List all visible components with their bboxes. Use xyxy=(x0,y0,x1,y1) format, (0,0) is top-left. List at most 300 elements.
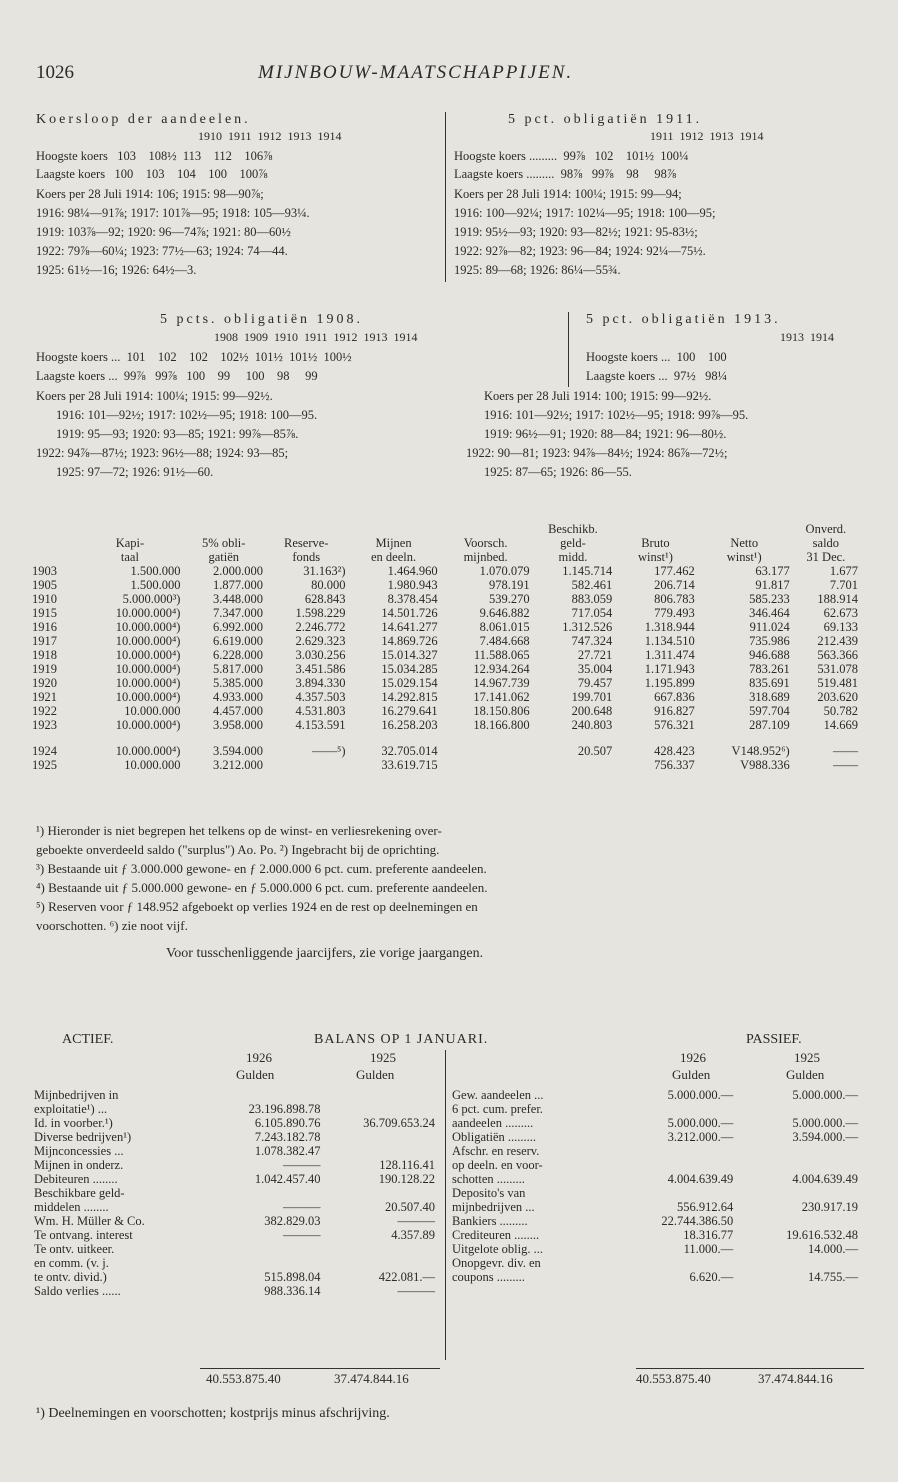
fin-cell: 8.061.015 xyxy=(479,620,530,634)
fin-year: 1925 xyxy=(32,758,57,772)
fin-cell: 14.669 xyxy=(823,718,858,732)
koersloop-hoog: Hoogste koers 103 108½ 113 112 106⅞ xyxy=(36,149,273,163)
fin-cell: 1.312.526 xyxy=(562,620,613,634)
actief-row xyxy=(34,1102,439,1116)
passief-table xyxy=(452,1088,862,1284)
fin-cell: 756.337 xyxy=(654,758,695,772)
fin-row xyxy=(32,634,862,648)
obl1911-title: 5 pct. obligatiën 1911. xyxy=(508,112,703,127)
fin-cell: 5.817.000 xyxy=(213,662,263,676)
fin-cell: 203.620 xyxy=(817,690,858,704)
fin-cell: 287.109 xyxy=(749,718,790,732)
fin-row xyxy=(32,690,862,704)
obl1911-line-2: 1916: 100—92¼; 1917: 102¼—95; 1918: 100—95; xyxy=(454,206,716,220)
fin-header: Beschikb. xyxy=(548,522,598,536)
passief-row xyxy=(452,1172,862,1186)
fin-cell: 80.000 xyxy=(311,578,346,592)
balans-title: BALANS OP 1 JANUARI. xyxy=(314,1032,489,1047)
actief-total-1926: 40.553.875.40 xyxy=(206,1371,281,1386)
fin-cell: 11.588.065 xyxy=(473,648,530,662)
fin-cell: 585.233 xyxy=(749,592,790,606)
fin-cell: 9.646.882 xyxy=(479,606,530,620)
fin-header: fonds xyxy=(292,550,321,564)
fin-cell: 1.134.510 xyxy=(644,634,695,648)
actief-amount: 1.078.382.47 xyxy=(254,1144,321,1158)
fin-cell: 17.141.062 xyxy=(473,690,530,704)
fin-cell: 206.714 xyxy=(654,578,695,592)
divider xyxy=(445,1050,446,1360)
obl1911-line-3: 1919: 95½—93; 1920: 93—82½; 1921: 95-83½; xyxy=(454,225,698,239)
fin-cell: 531.078 xyxy=(817,662,858,676)
fin-header: 31 Dec. xyxy=(806,550,846,564)
fin-header: en deeln. xyxy=(370,550,417,564)
fin-header-row xyxy=(32,536,862,550)
obl1908-line-3: 1919: 95—93; 1920: 93—85; 1921: 99⅞—85⅞. xyxy=(56,427,299,441)
passief-amount: 230.917.19 xyxy=(801,1200,858,1214)
fin-cell: 1.464.960 xyxy=(387,564,438,578)
koersloop-line-2: 1916: 98¼—91⅞; 1917: 101⅞—95; 1918: 105—93¼. xyxy=(36,206,310,220)
divider xyxy=(445,112,446,282)
financial-table xyxy=(32,522,862,772)
fin-cell: 1.500.000 xyxy=(130,578,181,592)
actief-amount: ——— xyxy=(397,1284,435,1298)
fin-header: Netto xyxy=(730,536,759,550)
passief-label: 6 pct. cum. prefer. xyxy=(452,1102,543,1116)
actief-amount xyxy=(210,1088,324,1102)
fin-cell: 1.598.229 xyxy=(295,606,346,620)
fin-cell: 916.827 xyxy=(654,704,695,718)
passief-amount: 4.004.639.49 xyxy=(667,1172,734,1186)
actief-label: middelen ........ xyxy=(34,1200,109,1214)
fin-header: Mijnen xyxy=(375,536,412,550)
fin-cell: 735.986 xyxy=(749,634,790,648)
fin-cell: 1.145.714 xyxy=(562,564,613,578)
actief-row xyxy=(34,1270,439,1284)
fin-cell: 31.163²) xyxy=(303,564,346,578)
fin-cell: 32.705.014 xyxy=(381,744,438,758)
actief-amount xyxy=(325,1186,439,1200)
actief-amount xyxy=(325,1088,439,1102)
passief-amount xyxy=(737,1186,862,1200)
fin-cell: 4.357.503 xyxy=(295,690,346,704)
fin-cell: 1.677 xyxy=(829,564,858,578)
fin-cell: 1.500.000 xyxy=(130,564,181,578)
fin-cell: 212.439 xyxy=(817,634,858,648)
actief-amount: 1.042.457.40 xyxy=(254,1172,321,1186)
fin-cell: 20.507 xyxy=(577,744,613,758)
fin-header: midd. xyxy=(558,550,588,564)
fin-header xyxy=(442,522,534,536)
fin-cell: 835.691 xyxy=(749,676,790,690)
actief-row xyxy=(34,1256,439,1270)
fin-row xyxy=(32,606,862,620)
fin-cell: 16.258.203 xyxy=(381,718,438,732)
fin-cell xyxy=(442,758,534,772)
divider xyxy=(568,312,569,387)
fin-year: 1922 xyxy=(32,704,57,718)
fin-cell: 346.464 xyxy=(749,606,790,620)
fin-cell: 35.004 xyxy=(577,662,613,676)
fin-cell: 18.150.806 xyxy=(473,704,530,718)
fin-cell: 1.318.944 xyxy=(644,620,695,634)
actief-gulden-1926: Gulden xyxy=(236,1067,275,1082)
actief-label: Te ontvang. interest xyxy=(34,1228,133,1242)
actief-row xyxy=(34,1158,439,1172)
fin-header xyxy=(32,536,79,550)
obl1908-hoog: Hoogste koers ... 101 102 102 102½ 101½ 101½ 100½ xyxy=(36,350,352,364)
passief-amount: 5.000.000.— xyxy=(792,1116,858,1130)
fin-cell: 1.980.943 xyxy=(387,578,438,592)
note-1b: geboekte onverdeeld saldo ("surplus") Ao. Po. ²) Ingebracht bij de oprichting. xyxy=(36,842,440,857)
actief-gulden-1925: Gulden xyxy=(356,1067,395,1082)
fin-cell: 7.701 xyxy=(829,578,858,592)
obl1911-laag: Laagste koers ......... 98⅞ 99⅞ 98 98⅞ xyxy=(454,167,677,181)
fin-header xyxy=(79,522,184,536)
passief-amount: 14.000.— xyxy=(808,1242,858,1256)
fin-cell: 7.347.000 xyxy=(213,606,263,620)
passief-amount xyxy=(737,1214,862,1228)
obl1911-line-4: 1922: 92⅞—82; 1923: 96—84; 1924: 92¼—75½. xyxy=(454,244,706,258)
fin-cell: 10.000.000 xyxy=(124,758,181,772)
passief-label: coupons ......... xyxy=(452,1270,525,1284)
passief-label: aandeelen ......... xyxy=(452,1116,534,1130)
fin-cell: 14.292.815 xyxy=(381,690,438,704)
actief-amount: 515.898.04 xyxy=(264,1270,321,1284)
actief-amount xyxy=(210,1242,324,1256)
actief-table xyxy=(34,1088,439,1298)
koersloop-line-1: Koers per 28 Juli 1914: 106; 1915: 98—90⅞; xyxy=(36,187,264,201)
passief-label: Crediteuren ........ xyxy=(452,1228,540,1242)
actief-label: Mijnbedrijven in xyxy=(34,1088,119,1102)
fin-cell: 7.484.668 xyxy=(479,634,530,648)
fin-cell: 1.877.000 xyxy=(213,578,263,592)
obl1911-years: 1911 1912 1913 1914 xyxy=(650,129,764,143)
obl1913-hoog: Hoogste koers ... 100 100 xyxy=(586,350,727,364)
actief-label: Mijnen in onderz. xyxy=(34,1158,124,1172)
actief-amount xyxy=(325,1102,439,1116)
fin-header: 5% obli- xyxy=(202,536,246,550)
actief-amount: 23.196.898.78 xyxy=(248,1102,321,1116)
fin-cell: 6.228.000 xyxy=(213,648,263,662)
fin-cell: 1.195.899 xyxy=(644,676,695,690)
fin-cell: 4.531.803 xyxy=(295,704,346,718)
koersloop-line-4: 1922: 79⅞—60¼; 1923: 77½—63; 1924: 74—44. xyxy=(36,244,288,258)
fin-cell: 6.619.000 xyxy=(213,634,263,648)
fin-year: 1921 xyxy=(32,690,57,704)
fin-cell: 3.212.000 xyxy=(213,758,263,772)
actief-label: Beschikbare geld- xyxy=(34,1186,125,1200)
passief-label: op deeln. en voor- xyxy=(452,1158,543,1172)
actief-label: Diverse bedrijven¹) xyxy=(34,1130,132,1144)
fin-year: 1920 xyxy=(32,676,57,690)
obl1911-line-1: Koers per 28 Juli 1914: 100¼; 1915: 99—94; xyxy=(454,187,682,201)
passief-label: Deposito's van xyxy=(452,1186,526,1200)
passief-row xyxy=(452,1256,862,1270)
fin-cell: 563.366 xyxy=(817,648,858,662)
passief-amount xyxy=(612,1256,737,1270)
page-number: 1026 xyxy=(36,62,74,83)
actief-total-1925: 37.474.844.16 xyxy=(334,1371,409,1386)
fin-cell: 10.000.000⁴) xyxy=(115,662,181,676)
actief-amount: ——— xyxy=(397,1214,435,1228)
totals-rule xyxy=(200,1368,440,1369)
fin-cell: 14.641.277 xyxy=(381,620,438,634)
fin-row xyxy=(32,648,862,662)
actief-row xyxy=(34,1088,439,1102)
passief-heading: PASSIEF. xyxy=(746,1032,802,1047)
koersloop-laag: Laagste koers 100 103 104 100 100⅞ xyxy=(36,167,268,181)
fin-cell: 12.934.264 xyxy=(473,662,530,676)
actief-row xyxy=(34,1242,439,1256)
passief-row xyxy=(452,1130,862,1144)
fin-cell: 806.783 xyxy=(654,592,695,606)
fin-cell: 14.869.726 xyxy=(381,634,438,648)
actief-row xyxy=(34,1228,439,1242)
fin-cell: 33.619.715 xyxy=(381,758,438,772)
fin-year: 1910 xyxy=(32,592,57,606)
fin-cell: 4.153.591 xyxy=(295,718,346,732)
fin-cell: 3.451.586 xyxy=(295,662,346,676)
obl1913-title: 5 pct. obligatiën 1913. xyxy=(586,312,781,327)
fin-header: Onverd. xyxy=(805,522,847,536)
passief-amount xyxy=(612,1186,737,1200)
actief-label: Debiteuren ........ xyxy=(34,1172,118,1186)
fin-header: Voorsch. xyxy=(463,536,508,550)
fin-cell: 50.782 xyxy=(823,704,858,718)
running-title: MIJNBOUW-MAATSCHAPPIJEN. xyxy=(258,62,574,83)
fin-row xyxy=(32,592,862,606)
actief-row xyxy=(34,1186,439,1200)
fin-header xyxy=(350,522,442,536)
fin-cell: 27.721 xyxy=(577,648,613,662)
fin-cell: 2.246.772 xyxy=(295,620,346,634)
fin-cell: 747.324 xyxy=(571,634,613,648)
fin-cell: 10.000.000⁴) xyxy=(115,690,181,704)
passief-year-1925: 1925 xyxy=(794,1050,820,1065)
passief-gulden-1926: Gulden xyxy=(672,1067,711,1082)
fin-header: Bruto xyxy=(641,536,670,550)
fin-cell: 5.000.000³) xyxy=(122,592,181,606)
fin-cell: 188.914 xyxy=(817,592,858,606)
fin-year: 1903 xyxy=(32,564,57,578)
passief-row xyxy=(452,1158,862,1172)
actief-label: en comm. (v. j. xyxy=(34,1256,109,1270)
passief-row xyxy=(452,1116,862,1130)
fin-cell: 597.704 xyxy=(749,704,790,718)
fin-cell: 199.701 xyxy=(571,690,613,704)
fin-year: 1918 xyxy=(32,648,57,662)
passief-amount: 6.620.— xyxy=(689,1270,734,1284)
obl1908-line-1: Koers per 28 Juli 1914: 100¼; 1915: 99—92½. xyxy=(36,389,273,403)
actief-amount xyxy=(325,1144,439,1158)
actief-heading: ACTIEF. xyxy=(62,1032,114,1047)
passief-label: Obligatiën ......... xyxy=(452,1130,537,1144)
fin-cell: 4.457.000 xyxy=(213,704,263,718)
passief-amount: 18.316.77 xyxy=(683,1228,734,1242)
fin-cell: 779.493 xyxy=(654,606,695,620)
fin-cell: 318.689 xyxy=(749,690,790,704)
fin-cell: 79.457 xyxy=(577,676,613,690)
fin-cell: 3.894.330 xyxy=(295,676,346,690)
passief-row xyxy=(452,1186,862,1200)
passief-row xyxy=(452,1144,862,1158)
fin-header xyxy=(267,522,350,536)
fin-row xyxy=(32,578,862,592)
fin-cell: 428.423 xyxy=(654,744,695,758)
actief-amount: 36.709.653.24 xyxy=(363,1116,435,1130)
passief-row xyxy=(452,1102,862,1116)
actief-amount: 382.829.03 xyxy=(264,1214,321,1228)
koersloop-years: 1910 1911 1912 1913 1914 xyxy=(198,129,342,143)
fin-cell: 10.000.000⁴) xyxy=(115,620,181,634)
fin-cell: 582.461 xyxy=(571,578,613,592)
actief-amount: 988.336.14 xyxy=(264,1284,321,1298)
passief-row xyxy=(452,1214,862,1228)
fin-row xyxy=(32,662,862,676)
passief-amount xyxy=(737,1158,862,1172)
fin-cell: 63.177 xyxy=(755,564,790,578)
fin-cell: 539.270 xyxy=(489,592,530,606)
obl1913-line-3: 1919: 96½—91; 1920: 88—84; 1921: 96—80½. xyxy=(484,427,727,441)
obl1913-line-2: 1916: 101—92½; 1917: 102½—95; 1918: 99⅞—95. xyxy=(484,408,749,422)
fin-cell: 10.000.000⁴) xyxy=(115,648,181,662)
fin-header xyxy=(184,522,267,536)
obl1913-laag: Laagste koers ... 97½ 98¼ xyxy=(586,369,727,383)
actief-label: Id. in voorber.¹) xyxy=(34,1116,113,1130)
fin-header: mijnbed. xyxy=(463,550,508,564)
passief-row xyxy=(452,1242,862,1256)
passief-row xyxy=(452,1088,862,1102)
passief-year-1926: 1926 xyxy=(680,1050,706,1065)
fin-year: 1917 xyxy=(32,634,57,648)
fin-header: saldo xyxy=(812,536,840,550)
obl1908-laag: Laagste koers ... 99⅞ 99⅞ 100 99 100 98 99 xyxy=(36,369,318,383)
fin-cell: 10.000.000⁴) xyxy=(115,606,181,620)
actief-amount: ——— xyxy=(283,1200,321,1214)
obl1908-line-2: 1916: 101—92½; 1917: 102½—95; 1918: 100—95. xyxy=(56,408,318,422)
fin-year: 1916 xyxy=(32,620,57,634)
fin-year: 1923 xyxy=(32,718,57,732)
fin-header: winst¹) xyxy=(637,550,673,564)
note-5b: voorschotten. ⁶) zie noot vijf. xyxy=(36,918,188,933)
passief-amount xyxy=(737,1256,862,1270)
actief-row xyxy=(34,1172,439,1186)
actief-amount xyxy=(210,1186,324,1200)
actief-year-1925: 1925 xyxy=(370,1050,396,1065)
fin-cell: —— xyxy=(833,758,858,772)
fin-row xyxy=(32,758,862,772)
passief-amount: 4.004.639.49 xyxy=(792,1172,858,1186)
fin-cell: 946.688 xyxy=(749,648,790,662)
passief-amount: 5.000.000.— xyxy=(792,1088,858,1102)
fin-cell: 1.070.079 xyxy=(479,564,530,578)
fin-year: 1915 xyxy=(32,606,57,620)
passief-amount xyxy=(612,1102,737,1116)
note-jaarcijfers: Voor tusschenliggende jaarcijfers, zie vorige jaargangen. xyxy=(166,946,484,961)
obl1913-years: 1913 1914 xyxy=(780,330,834,344)
fin-cell: 3.030.256 xyxy=(295,648,346,662)
fin-row xyxy=(32,732,862,758)
fin-cell: 783.261 xyxy=(749,662,790,676)
fin-header-row xyxy=(32,550,862,564)
actief-amount: 190.128.22 xyxy=(378,1172,435,1186)
actief-amount xyxy=(210,1256,324,1270)
passief-amount xyxy=(612,1158,737,1172)
fin-cell: V148.952⁶) xyxy=(731,744,790,758)
obl1913-line-1: Koers per 28 Juli 1914: 100; 1915: 99—92½. xyxy=(484,389,712,403)
fin-header: gatiën xyxy=(208,550,240,564)
passief-row xyxy=(452,1270,862,1284)
fin-row xyxy=(32,676,862,690)
obl1908-title: 5 pcts. obligatiën 1908. xyxy=(160,312,364,327)
passief-amount: 14.755.— xyxy=(808,1270,858,1284)
note-4: ⁴) Bestaande uit ƒ 5.000.000 gewone- en ƒ 5.000.000 6 pct. cum. preferente aandeelen. xyxy=(36,880,488,895)
fin-year: 1919 xyxy=(32,662,57,676)
fin-cell: 667.836 xyxy=(654,690,695,704)
note-3: ³) Bestaande uit ƒ 3.000.000 gewone- en ƒ 2.000.000 6 pct. cum. preferente aandeelen. xyxy=(36,861,487,876)
fin-header xyxy=(32,522,79,536)
actief-row xyxy=(34,1284,439,1298)
passief-label: mijnbedrijven ... xyxy=(452,1200,535,1214)
fin-header-row xyxy=(32,522,862,536)
fin-cell: 4.933.000 xyxy=(213,690,263,704)
passief-amount: 22.744.386.50 xyxy=(661,1214,734,1228)
fin-cell: 16.279.641 xyxy=(381,704,438,718)
actief-row xyxy=(34,1144,439,1158)
passief-amount: 5.000.000.— xyxy=(667,1116,734,1130)
fin-cell: 576.321 xyxy=(654,718,695,732)
passief-label: Afschr. en reserv. xyxy=(452,1144,540,1158)
fin-header xyxy=(616,522,699,536)
fin-cell: 10.000.000⁴) xyxy=(115,744,181,758)
obl1908-line-4: 1922: 94⅞—87½; 1923: 96½—88; 1924: 93—85; xyxy=(36,446,289,460)
passief-amount: 11.000.— xyxy=(683,1242,734,1256)
fin-cell: 2.629.323 xyxy=(295,634,346,648)
passief-amount: 3.594.000.— xyxy=(792,1130,858,1144)
fin-cell: 15.014.327 xyxy=(381,648,438,662)
actief-year-1926: 1926 xyxy=(246,1050,272,1065)
passief-amount: 3.212.000.— xyxy=(667,1130,734,1144)
fin-cell xyxy=(442,732,534,758)
fin-cell xyxy=(534,758,617,772)
fin-row xyxy=(32,718,862,732)
fin-row xyxy=(32,564,862,578)
note-5: ⁵) Reserven voor ƒ 148.952 afgeboekt op verlies 1924 en de rest op deelnemingen en xyxy=(36,899,478,914)
fin-cell: 1.311.474 xyxy=(645,648,695,662)
actief-amount: 422.081.— xyxy=(378,1270,435,1284)
fin-cell: 91.817 xyxy=(755,578,790,592)
fin-cell: 62.673 xyxy=(823,606,858,620)
passief-amount xyxy=(612,1144,737,1158)
fin-cell: ——⁵) xyxy=(311,744,346,758)
fin-cell: 883.059 xyxy=(571,592,613,606)
fin-year: 1924 xyxy=(32,744,57,758)
fin-cell: 18.166.800 xyxy=(473,718,530,732)
obl1911-hoog: Hoogste koers ......... 99⅞ 102 101½ 100¼ xyxy=(454,149,689,163)
obl1913-line-4: 1922: 90—81; 1923: 94⅞—84½; 1924: 86⅞—72½; xyxy=(466,446,728,460)
fin-header: winst¹) xyxy=(726,550,762,564)
fin-cell: 10.000.000⁴) xyxy=(115,718,181,732)
fin-header: geld- xyxy=(560,536,586,550)
fin-cell: 14.501.726 xyxy=(381,606,438,620)
fin-cell: 200.648 xyxy=(571,704,613,718)
passief-amount: 5.000.000.— xyxy=(667,1088,734,1102)
fin-cell: V988.336 xyxy=(740,758,790,772)
fin-cell: 3.594.000 xyxy=(213,744,263,758)
note-1: ¹) Hieronder is niet begrepen het telkens op de winst- en verliesrekening over- xyxy=(36,823,442,838)
koersloop-line-5: 1925: 61½—16; 1926: 64½—3. xyxy=(36,263,197,277)
actief-label: exploitatie¹) ... xyxy=(34,1102,108,1116)
